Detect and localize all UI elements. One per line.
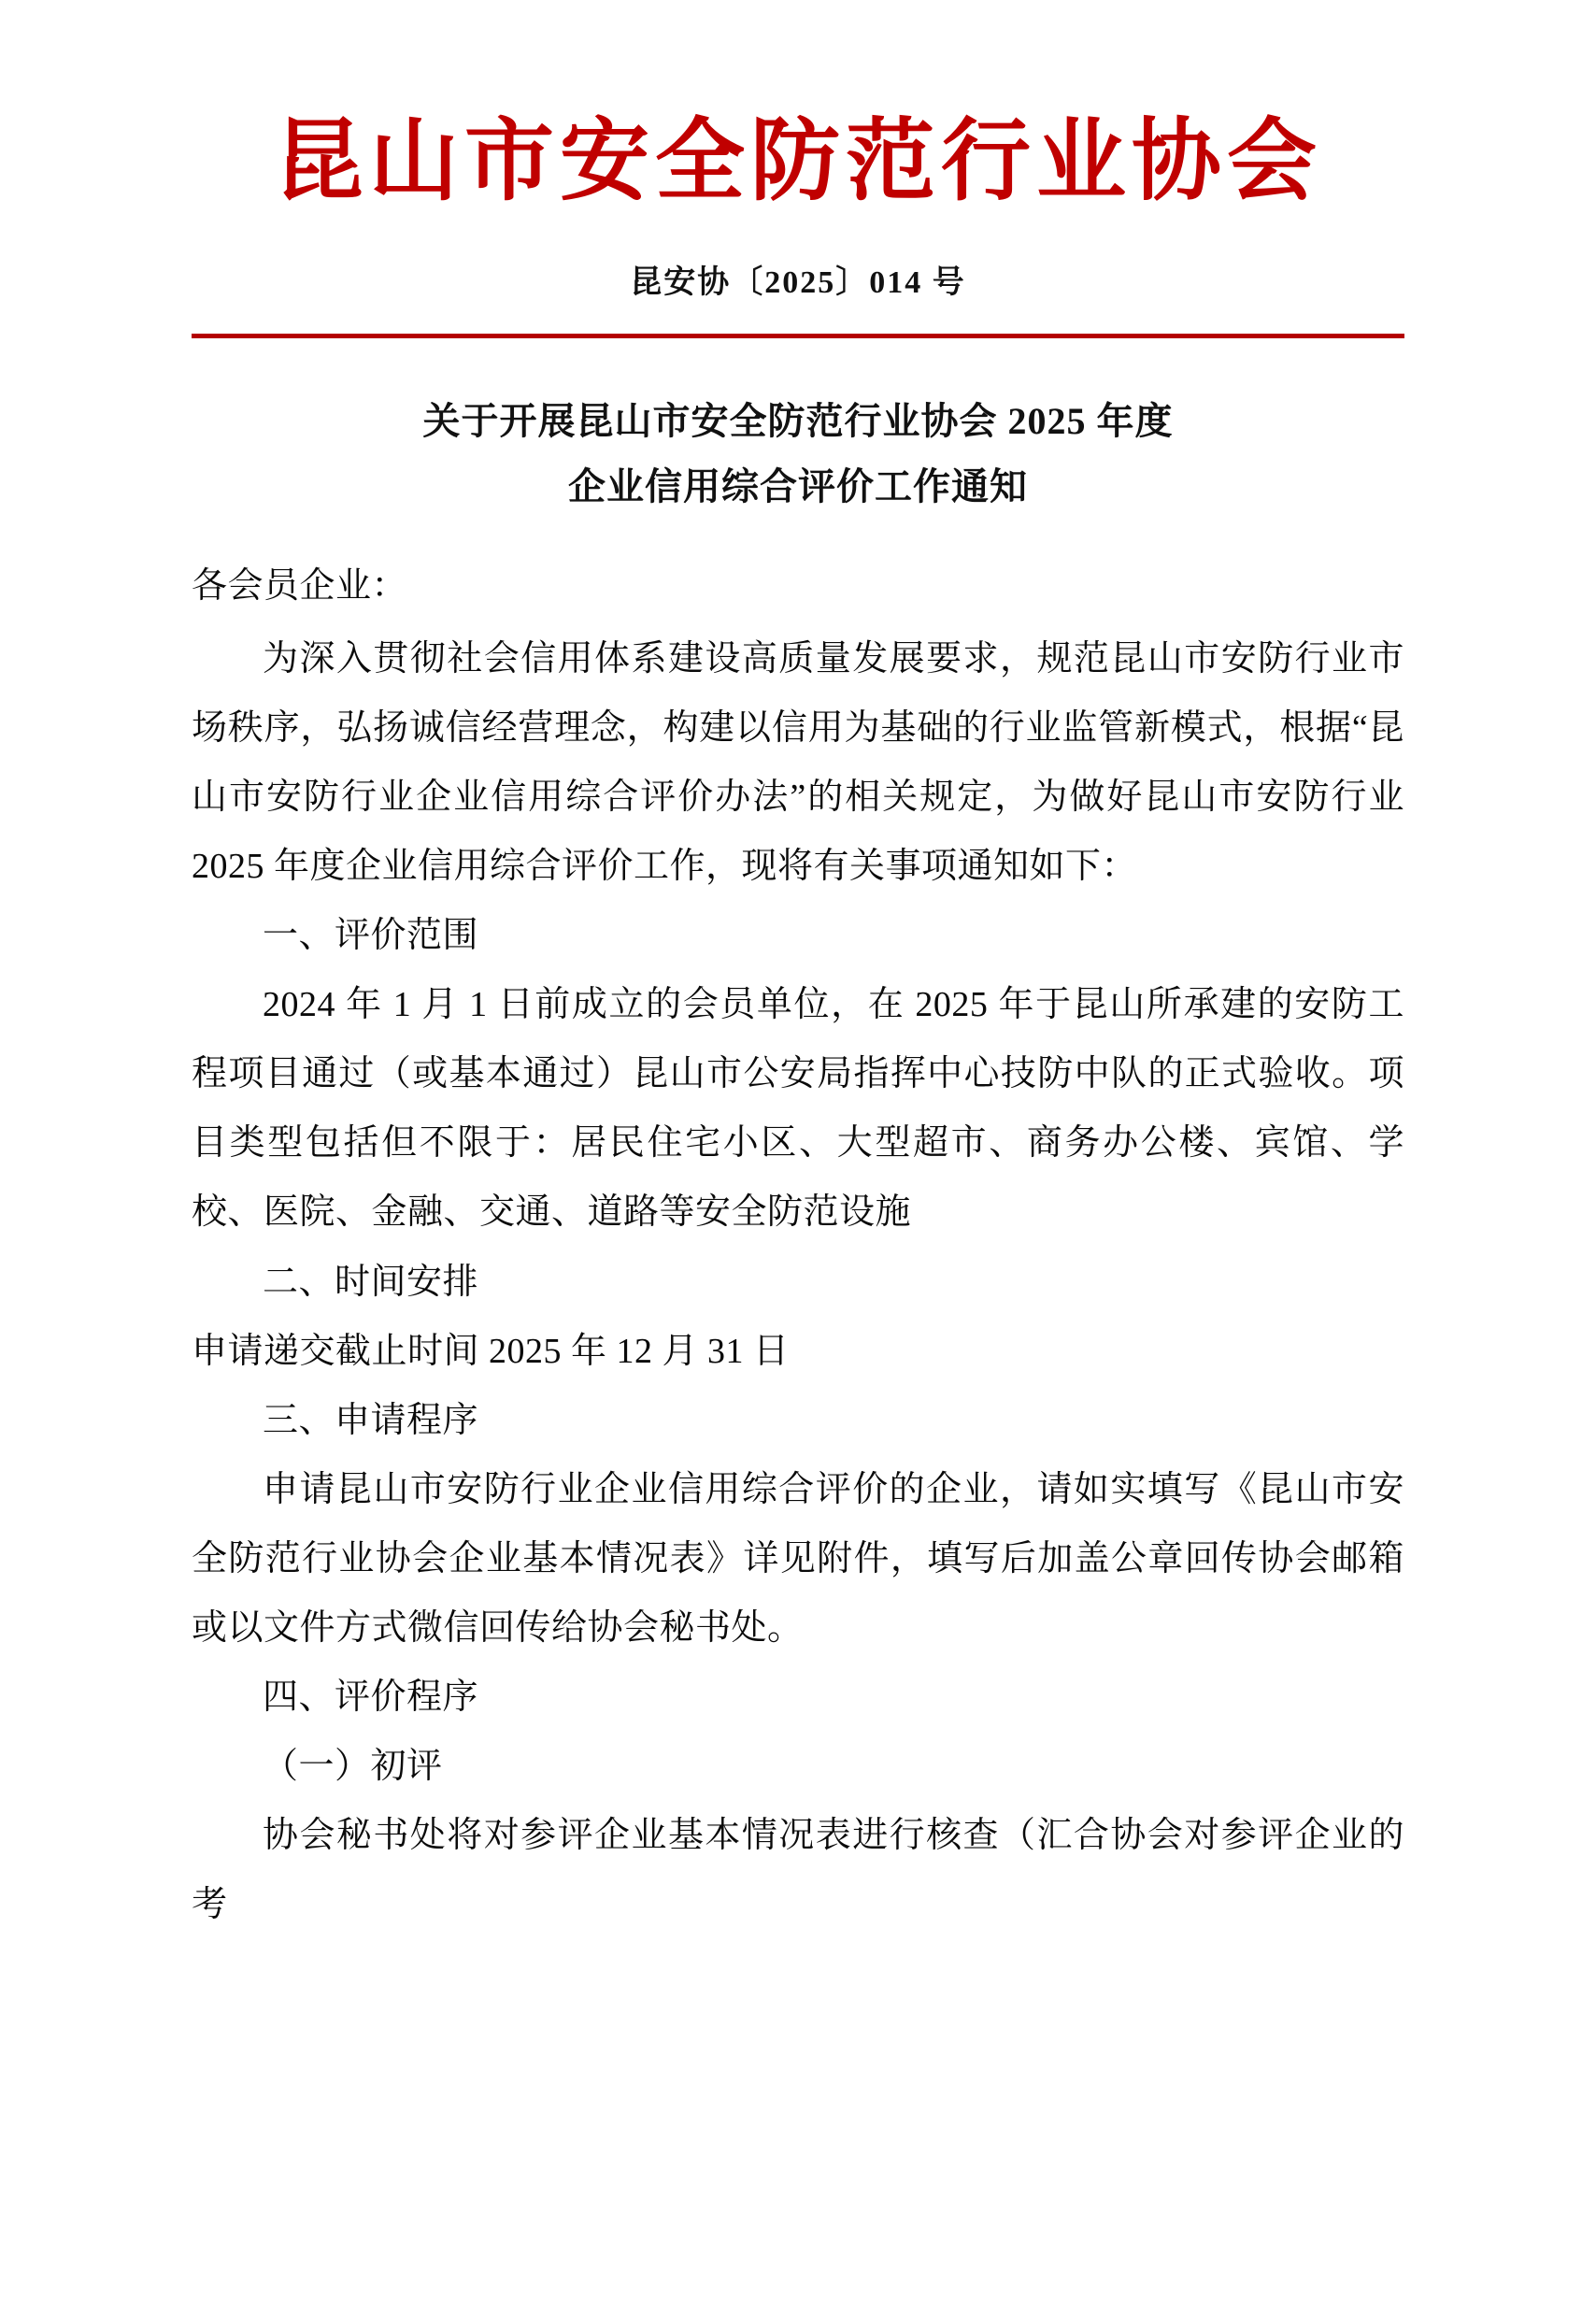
paragraph-application-detail: 申请昆山市安防行业企业信用综合评价的企业，请如实填写《昆山市安全防范行业协会企业基本情况表》详见附件，填写后加盖公章回传协会邮箱或以文件方式微信回传给协会秘书处。: [192, 1469, 1404, 1648]
salutation: 各会员企业：: [192, 565, 408, 606]
section-heading-schedule: 二、时间安排: [263, 1262, 479, 1302]
document-number: 昆安协〔2025〕014 号: [630, 264, 966, 300]
section-heading-scope: 一、评价范围: [263, 916, 479, 956]
document-header: [192, 112, 1404, 338]
paragraph-intro: 为深入贯彻社会信用体系建设高质量发展要求，规范昆山市安防行业市场秩序，弘扬诚信经营理念，构建以信用为基础的行业监管新模式，根据“昆山市安防行业企业信用综合评价办法”的相关规定，为做好昆山市安防行业 2025 年度企业信用综合评价工作，现将有关事项通知如下：: [192, 638, 1404, 886]
section-heading-evaluation: 四、评价程序: [263, 1678, 479, 1718]
paragraph-scope-detail: 2024 年 1 月 1 日前成立的会员单位，在 2025 年于昆山所承建的安防工程项目通过（或基本通过）昆山市公安局指挥中心技防中队的正式验收。项目类型包括但不限于：居民住宅小区、大型超市、商务办公楼、宾馆、学校、医院、金融、交通、道路等安全防范设施: [192, 985, 1404, 1233]
document-title-block: [192, 389, 1404, 520]
document-title-line-1: 关于开展昆山市安全防范行业协会 2025 年度: [422, 399, 1174, 442]
organization-title: 昆山市安全防范行业协会: [274, 111, 1322, 211]
paragraph-deadline: 申请递交截止时间 2025 年 12 月 31 日: [192, 1331, 790, 1371]
subsection-heading-preliminary: （一）初评: [263, 1747, 443, 1787]
paragraph-preliminary-detail: 协会秘书处将对参评企业基本情况表进行核查（汇合协会对参评企业的考: [192, 1816, 1404, 1925]
document-title-line-2: 企业信用综合评价工作通知: [568, 464, 1028, 507]
document-body: [192, 551, 1404, 1940]
red-divider-rule: [192, 334, 1404, 338]
section-heading-application: 三、申请程序: [263, 1400, 479, 1440]
